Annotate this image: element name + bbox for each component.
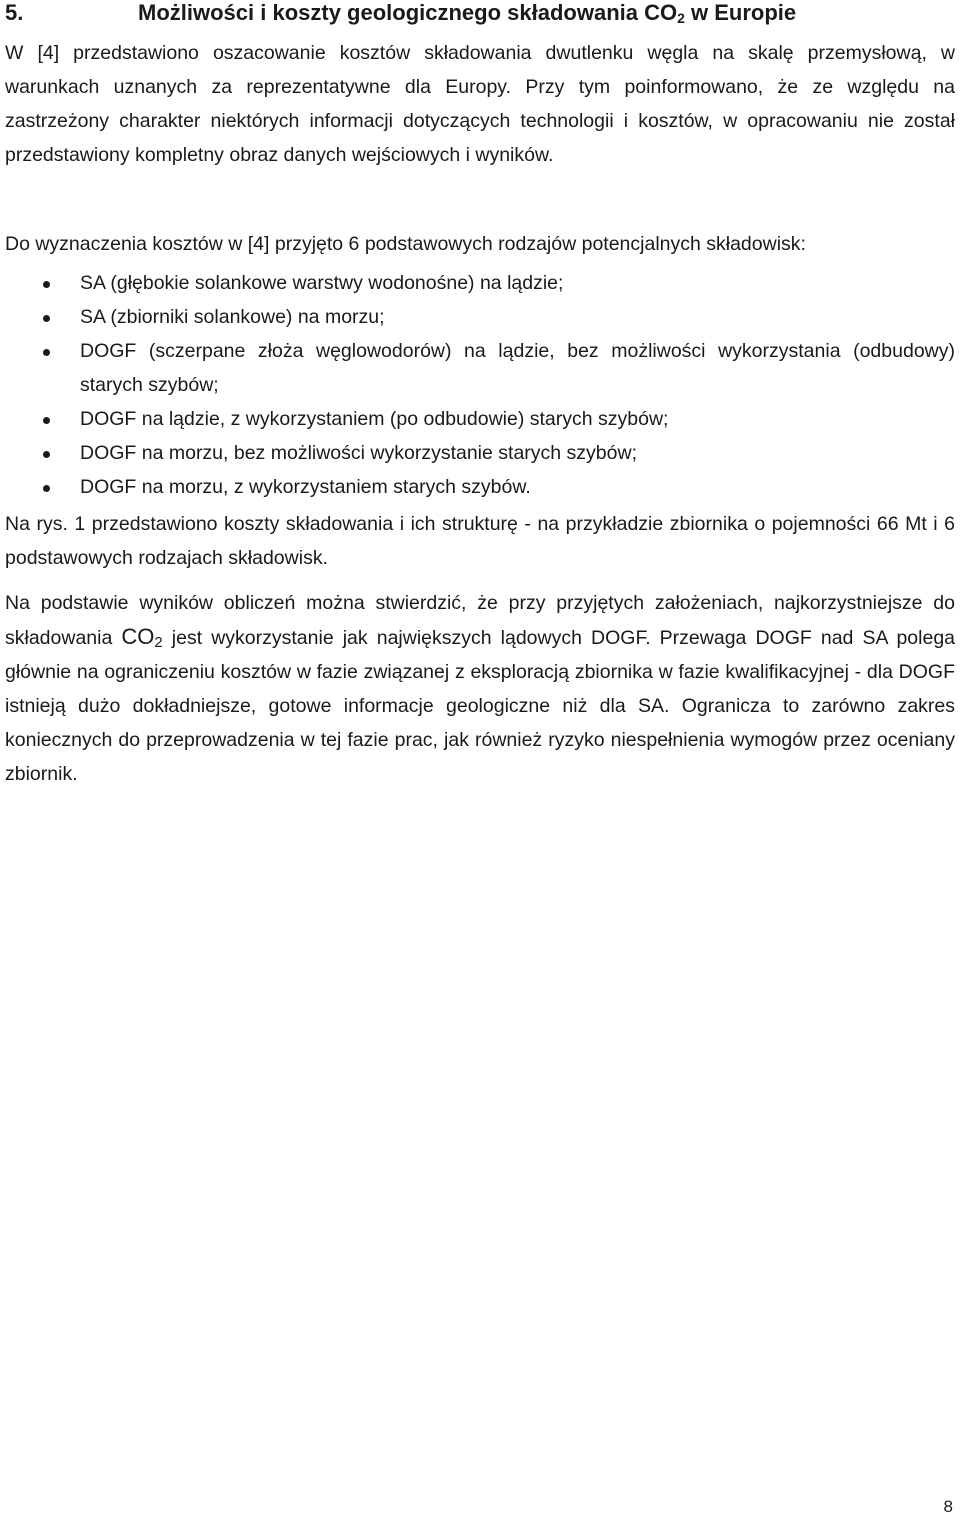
list-item-text: DOGF na morzu, z wykorzystaniem starych szybów.: [80, 476, 531, 498]
section-title-suffix: w Europie: [684, 0, 797, 25]
bullet-icon: [43, 485, 50, 492]
intro-paragraph: W [4] przedstawiono oszacowanie kosztów składowania dwutlenku węgla na skalę przemysłową, w warunkach uznanych za reprezentatywne dla Europy. Przy tym poinformowano, że ze względu na zastrzeżony charakter niektórych informacji dotyczących technologii i kosztów, w opracowaniu nie został przedstawiony kompletny obraz danych wejściowych i wyników.: [5, 42, 955, 166]
list-item-text: DOGF na morzu, bez możliwości wykorzystanie starych szybów;: [80, 442, 637, 464]
conclusion-text-start: Na podstawie wyników obliczeń można stwierdzić, że przy przyjętych założeniach, najkorzystniejsze do składowania: [5, 592, 955, 649]
bullet-icon: [43, 451, 50, 458]
section-heading: [5, 0, 955, 26]
list-item: [0, 470, 955, 504]
list-item-text: SA (zbiorniki solankowe) na morzu;: [80, 306, 385, 328]
list-item-text: DOGF (sczerpane złoża węglowodorów) na lądzie, bez możliwości wykorzystania (odbudowy) starych szybów;: [80, 340, 955, 396]
figure-reference-paragraph: Na rys. 1 przedstawiono koszty składowania i ich strukturę - na przykładzie zbiornika o pojemności 66 Mt i 6 podstawowych rodzajach składowisk.: [5, 513, 955, 569]
conclusion-paragraph: [5, 586, 955, 791]
list-item-text: DOGF na lądzie, z wykorzystaniem (po odbudowie) starych szybów;: [80, 408, 669, 430]
co2-subscript: 2: [154, 634, 163, 651]
bullet-icon: [43, 417, 50, 424]
section-title-subscript: 2: [677, 10, 685, 26]
list-item: [0, 402, 955, 436]
bullet-icon: [43, 315, 50, 322]
list-item-text: SA (głębokie solankowe warstwy wodonośne) na lądzie;: [80, 272, 564, 294]
list-item: [0, 300, 955, 334]
list-item: [0, 334, 955, 402]
section-number: 5.: [5, 0, 24, 25]
bullet-icon: [43, 281, 50, 288]
list-item: [0, 266, 955, 300]
page-number: 8: [943, 1497, 953, 1516]
conclusion-text-end: jest wykorzystanie jak największych lądowych DOGF. Przewaga DOGF nad SA polega głównie na ograniczeniu kosztów w fazie związanej z eksploracją zbiornika w fazie kwalifikacyjnej - dla DOGF istnieją dużo dokładniejsze, gotowe informacje geologiczne niż dla SA. Ogranicza to zarówno zakres koniecznych do przeprowadzenia w tej fazie prac, jak również ryzyko niespełnienia wymogów przez oceniany zbiornik.: [5, 627, 956, 785]
storage-types-intro: Do wyznaczenia kosztów w [4] przyjęto 6 podstawowych rodzajów potencjalnych składowisk:: [5, 233, 806, 255]
storage-types-list: [0, 266, 960, 504]
section-title: [138, 0, 796, 26]
list-item: [0, 436, 955, 470]
bullet-icon: [43, 349, 50, 356]
co2-symbol: CO: [121, 624, 155, 649]
co2-formula: [121, 624, 162, 649]
section-title-text: Możliwości i koszty geologicznego składowania CO: [138, 0, 678, 25]
